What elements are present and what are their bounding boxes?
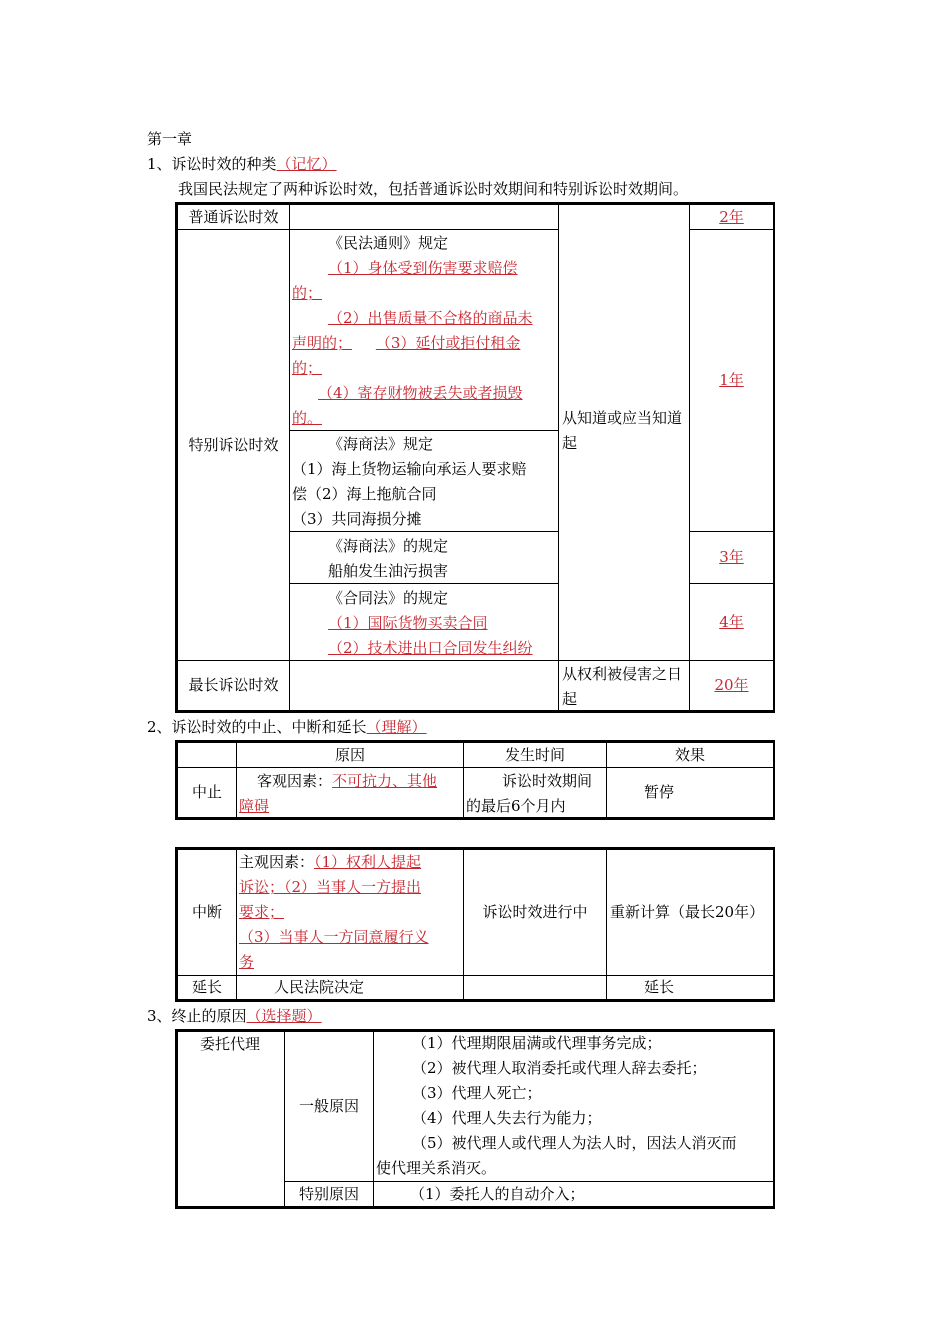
suspend-label: 中止 [191,783,222,801]
group-3-text: 《海商法》的规定 船舶发生油污损害 [328,537,449,580]
extend-label: 延长 [191,978,222,996]
interrupt-reason: 主观因素：（1）权利人提起 诉讼；（2）当事人一方提出 要求； （3）当事人一方同意履行义 务 [239,853,429,971]
suspend-reason: 客观因素：不可抗力、其他 障碍 [239,772,438,815]
group-1-text: 《民法通则》规定 （1）身体受到伤害要求赔偿 的； （2）出售质量不合格的商品未 声明的； （3）延付或拒付租金 的； （4）寄存财物被丢失或者损毁 的。 [292,234,533,427]
max-start: 从权利被侵害之日起 [562,665,683,708]
general-label: 普通诉讼时效 [188,207,279,226]
section-3-heading: 3、终止的原因（选择题） [147,1007,322,1025]
group-4-years: 4年 [719,612,744,631]
interrupt-time: 诉讼时效进行中 [482,903,588,921]
list-item: （5）被代理人或代理人为法人时，因法人消灭而 [412,1134,737,1152]
group-4-text: 《合同法》的规定 （1）国际货物买卖合同 （2）技术进出口合同发生纠纷 [328,589,533,657]
special-label: 特别诉讼时效 [188,435,279,454]
t2-header-blank [177,742,237,768]
interrupt-effect: 重新计算（最长20年） [610,903,765,921]
list-item: （1）代理期限届满或代理事务完成； [412,1034,662,1052]
group-3-years: 3年 [719,548,744,566]
section-1-title: 1、诉讼时效的种类 [147,155,277,173]
list-item: （3）代理人死亡； [412,1084,542,1102]
extend-effect: 延长 [644,978,675,996]
section-2-heading: 2、诉讼时效的中止、中断和延长（理解） [147,718,427,736]
t2-header-reason: 原因 [334,745,365,764]
suspend-effect: 暂停 [644,783,675,801]
list-item: 使代理关系消灭。 [376,1159,497,1177]
max-content-cell [289,660,559,711]
general-years: 2年 [719,207,744,226]
group-1-years: 1年 [719,371,744,389]
general-items [374,1031,773,1181]
agency-cell [177,1031,285,1207]
special-item: （1）委托人的自动介入； [410,1184,585,1203]
max-label: 最长诉讼时效 [188,676,279,694]
group-2-text: 《海商法》规定 （1）海上货物运输向承运人要求赔 偿（2）海上拖航合同 （3）共同海损分摊 [292,435,527,528]
general-reason-label: 一般原因 [298,1097,359,1115]
section-1-intro: 我国民法规定了两种诉讼时效，包括普通诉讼时效期间和特别诉讼时效期间。 [178,180,689,198]
t2-header-time: 发生时间 [504,745,565,764]
max-years: 20年 [714,676,749,694]
agency-label: 委托代理 [200,1035,261,1053]
interrupt-label: 中断 [191,903,222,921]
section-1-heading [147,153,337,174]
list-item: （4）代理人失去行为能力； [412,1109,602,1127]
chapter-title: 第一章 [147,130,193,148]
extend-reason: 人民法院决定 [274,978,365,996]
list-item: （2）被代理人取消委托或代理人辞去委托； [412,1059,707,1077]
general-content-cell [289,204,559,230]
start-text: 从知道或应当知道起 [562,409,683,452]
suspend-time: 诉讼时效期间 的最后6个月内 [466,772,593,815]
extend-time-cell [463,975,607,1000]
section-1-tag: （记忆） [276,155,337,173]
t2-header-effect: 效果 [674,745,705,764]
special-reason-label: 特别原因 [298,1184,359,1203]
